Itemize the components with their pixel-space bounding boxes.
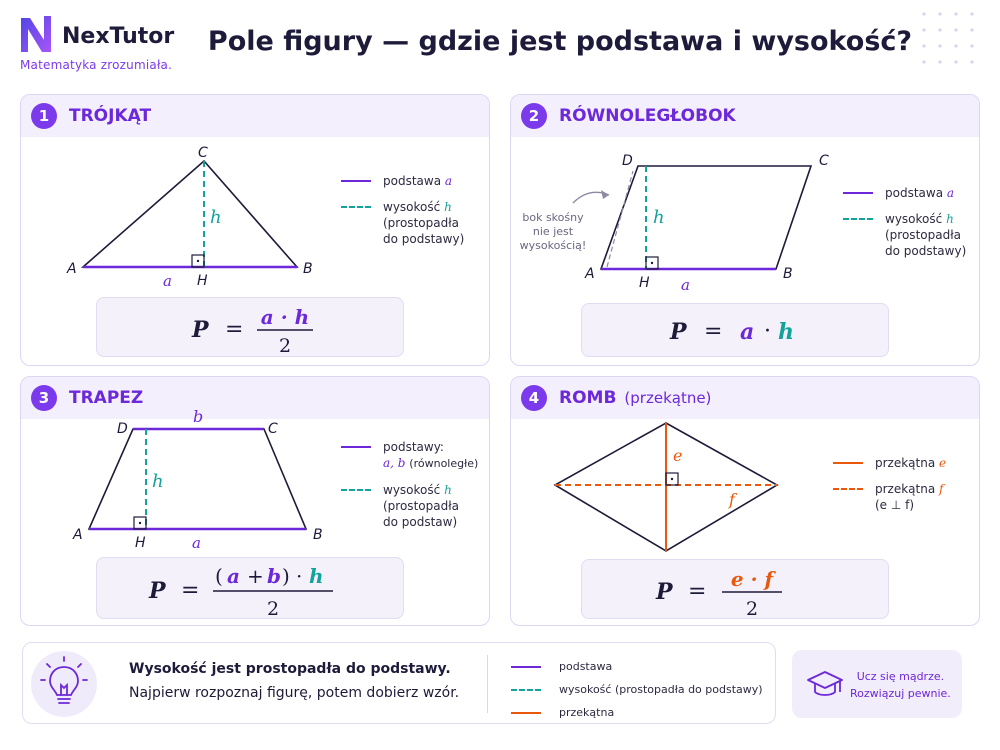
formula-triangle [97,298,405,358]
formula-box [96,557,404,619]
point-b-label: B [783,266,793,282]
svg-text:P: P [149,578,166,604]
svg-text:P: P [656,579,673,605]
graduation-cap-icon [806,668,844,702]
diagonal-e-label: e [673,446,683,465]
annotation-line-3: wysokością! [519,239,587,252]
svg-text:=: = [688,579,707,604]
svg-text:P: P [192,317,209,343]
tip-bar [22,642,776,724]
svg-text:e · f: e · f [730,567,774,591]
point-d-label: D [622,153,633,169]
svg-text:·: · [764,319,771,344]
legend: podstawa a wysokość h (prostopadła do podstawy) [341,173,486,257]
motto-box [792,650,962,718]
nextutor-logo-icon [18,14,54,54]
legend-diagonal: przekątna [559,706,615,719]
point-c-label: C [268,421,278,437]
point-a-label: A [73,527,83,543]
legend: przekątna e przekątna f (e ⊥ f) [833,455,979,523]
brand-tagline: Matematyka zrozumiała. [20,58,173,72]
svg-text:2: 2 [278,335,292,357]
base-label: a [163,272,172,290]
card-trapezoid [20,376,490,626]
legend: podstawy: a, b (równoległe) wysokość h (prostopadła do podstaw) [341,439,489,540]
decorative-dots-icon [916,8,986,68]
point-a-label: A [585,266,595,282]
card-number-badge: 1 [31,103,57,129]
formula-box [96,297,404,357]
formula-rhombus [582,560,890,620]
svg-text:a · h: a · h [260,305,310,329]
annotation-line-1: bok skośny [522,211,584,224]
svg-text:=: = [181,578,200,603]
card-title: RÓWNOLEGŁOBOK [559,106,736,126]
card-number-badge: 4 [521,385,547,411]
svg-text:=: = [704,319,723,344]
legend-height: wysokość (prostopadła do podstawy) [559,683,763,696]
point-h-label: H [197,273,208,289]
svg-text:+: + [247,564,264,588]
point-d-label: D [117,421,128,437]
point-c-label: C [198,145,208,161]
card-title: TRÓJKĄT [69,106,152,126]
card-number-badge: 2 [521,103,547,129]
diagonal-f-label: f [729,490,735,509]
parallelogram-shape [601,166,811,269]
card-rhombus [510,376,980,626]
svg-text:b: b [267,564,281,588]
legend-base: podstawa [559,660,613,673]
legend: podstawa a wysokość h (prostopadła do podstawy) [843,185,978,269]
formula-trapezoid [97,558,405,620]
svg-text:h: h [309,564,324,588]
lightbulb-icon [31,651,97,717]
card-parallelogram [510,94,980,366]
base-a-label: a [192,534,201,552]
point-h-label: H [135,535,146,551]
card-title: TRAPEZ [69,388,144,408]
point-c-label: C [819,153,829,169]
triangle-shape [83,161,297,267]
card-title: ROMB (przekątne) [559,388,712,408]
card-subtitle: (przekątne) [624,389,712,407]
formula-box [581,303,889,357]
svg-text:P: P [670,319,687,345]
height-label: h [210,207,222,228]
base-label: a [681,276,690,294]
svg-text:a: a [740,319,755,345]
svg-text:=: = [225,317,244,342]
motto-text: Ucz się mądrze. Rozwiązuj pewnie. [850,670,951,700]
base-b-label: b [193,407,204,426]
svg-text:2: 2 [745,598,759,620]
point-a-label: A [67,261,77,277]
point-b-label: B [313,527,323,543]
bottom-legend [511,655,763,724]
card-number-badge: 3 [31,385,57,411]
slant-side-highlight [607,171,633,267]
svg-text:2: 2 [266,598,280,620]
divider [487,655,488,713]
page-title: Pole figury — gdzie jest podstawa i wysokość? [207,26,913,57]
tip-title: Wysokość jest prostopadła do podstawy. [129,661,451,677]
svg-text:a: a [227,564,240,588]
trapezoid-shape [89,429,306,529]
annotation-line-2: nie jest [532,225,574,238]
card-triangle [20,94,490,366]
height-label: h [152,471,164,492]
brand-name: NexTutor [62,24,175,49]
tip-text: Najpierw rozpoznaj figurę, potem dobierz wzór. [129,685,460,701]
height-label: h [653,207,665,228]
point-h-label: H [639,275,650,291]
formula-parallelogram [582,304,890,358]
svg-text:h: h [778,319,794,345]
point-b-label: B [303,261,313,277]
svg-text:·: · [296,564,303,588]
svg-text:): ) [282,564,290,588]
svg-text:(: ( [215,564,223,588]
formula-box [581,559,889,619]
